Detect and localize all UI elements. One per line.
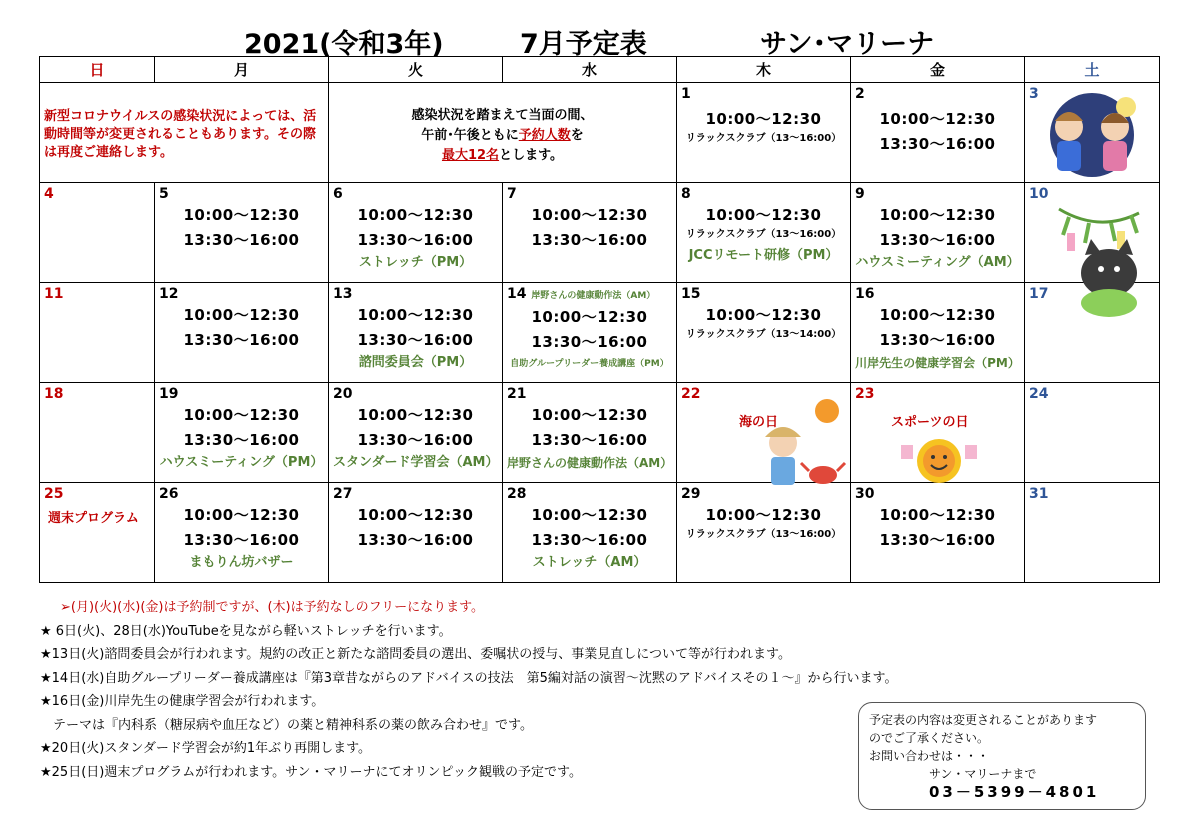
capacity-notice: 感染状況を踏まえて当面の間、 午前･午後ともに予約人数を 最大12名とします。 (411, 108, 594, 163)
weekday-thu: 木 (677, 57, 851, 83)
calendar-table (39, 56, 1160, 583)
footnote-item: ★16日(金)川岸先生の健康学習会が行われます。 (40, 694, 325, 709)
weekday-sun: 日 (40, 57, 155, 83)
weekday-sat: 土 (1025, 57, 1160, 83)
day-cell-6: 6 10:00～12:30 13:30～16:00 ストレッチ（PM） (329, 183, 503, 283)
covid-notice-cell (40, 83, 329, 183)
day-cell-1: 1 10:00～12:30 リラックスクラブ（13～16:00） (677, 83, 851, 183)
week-row-2 (40, 183, 1160, 283)
capacity-notice-cell (329, 83, 677, 183)
weekday-fri: 金 (851, 57, 1025, 83)
day-cell-9: 9 10:00～12:30 13:30～16:00 ハウスミーティング（AM） (851, 183, 1025, 283)
weekend-program: 週末プログラム (48, 511, 139, 526)
day-cell-8: 8 10:00～12:30 リラックスクラブ（13～16:00） JCCリモート研修（PM） (677, 183, 851, 283)
day-cell-28: 28 10:00～12:30 13:30～16:00 ストレッチ（AM） (503, 483, 677, 583)
day-cell-26: 26 10:00～12:30 13:30～16:00 まもりん坊バザー (155, 483, 329, 583)
page-title (0, 22, 1195, 60)
day-cell-7: 7 10:00～12:30 13:30～16:00 (503, 183, 677, 283)
sun-character-illustration (895, 431, 985, 487)
day-cell-18: 18 (40, 383, 155, 483)
day-cell-19: 19 10:00～12:30 13:30～16:00 ハウスミーティング（PM） (155, 383, 329, 483)
beach-boy-illustration (743, 397, 849, 489)
weekday-header-row (40, 57, 1160, 83)
week-row-4 (40, 383, 1160, 483)
week-row-5 (40, 483, 1160, 583)
footnote-item: テーマは『内科系（糖尿病や血圧など）の薬と精神科系の薬の飲み合わせ』です。 (40, 717, 533, 733)
footnotes (40, 596, 898, 784)
day-cell-2: 2 10:00～12:30 13:30～16:00 (851, 83, 1025, 183)
day-cell-21: 21 10:00～12:30 13:30～16:00 岸野さんの健康動作法（AM） (503, 383, 677, 483)
day-cell-17: 17 (1025, 283, 1160, 383)
day-cell-3: 3 (1025, 83, 1160, 183)
footnote-item: ★13日(火)諮問委員会が行われます。規約の改正と新たな諮問委員の選出、委嘱状の授与、事業見直しについて等が行われます。 (40, 647, 792, 662)
holiday-umi: 海の日 (739, 415, 779, 430)
title-year: 2021(令和3年) (244, 29, 444, 60)
day-cell-29: 29 10:00～12:30 リラックスクラブ（13～16:00） (677, 483, 851, 583)
footnote-item: ★ 6日(火)、28日(水)YouTubeを見ながら軽いストレッチを行います。 (40, 623, 452, 639)
holiday-sports: スポーツの日 (891, 415, 969, 430)
title-facility: サン･マリーナ (760, 29, 935, 60)
day-cell-24: 24 (1025, 383, 1160, 483)
title-month: 7月予定表 (520, 29, 647, 60)
day-cell-30: 30 10:00～12:30 13:30～16:00 (851, 483, 1025, 583)
tanabata-couple-illustration (1031, 85, 1153, 181)
day-number: 1 (681, 86, 691, 102)
day-cell-22: 22 海の日 (677, 383, 851, 483)
footnote-item: ★20日(火)スタンダード学習会が約1年ぶり再開します。 (40, 741, 372, 756)
day-cell-23: 23 スポーツの日 (851, 383, 1025, 483)
week-row-1 (40, 83, 1160, 183)
covid-notice: 新型コロナウイルスの感染状況によっては、活動時間等が変更されることもあります。その際は再度ご連絡します。 (44, 109, 317, 160)
phone-number: 03－5399－4801 (929, 783, 1100, 801)
day-cell-12: 12 10:00～12:30 13:30～16:00 (155, 283, 329, 383)
day-cell-15: 15 10:00～12:30 リラックスクラブ（13～14:00） (677, 283, 851, 383)
weekday-mon: 月 (155, 57, 329, 83)
footnote-item: ★25日(日)週末プログラムが行われます。サン・マリーナにてオリンピック観戦の予定です。 (40, 764, 582, 780)
footnote-item: ★14日(水)自助グループリーダー養成講座は『第3章昔ながらのアドバイスの技法 第5編対話の演習～沈黙のアドバイスその１～』から行います。 (40, 670, 898, 686)
weekday-tue: 火 (329, 57, 503, 83)
day-cell-4: 4 (40, 183, 155, 283)
day-cell-13: 13 10:00～12:30 13:30～16:00 諮問委員会（PM） (329, 283, 503, 383)
contact-info-box: 予定表の内容は変更されることがあります のでご了承ください。 お問い合わせは・・・ サン・マリーナまで 03－5399－4801 (858, 702, 1146, 810)
day-cell-25: 25 週末プログラム (40, 483, 155, 583)
day-cell-14: 14 岸野さんの健康動作法（AM） 10:00～12:30 13:30～16:00 自助グループリーダー養成講座（PM） (503, 283, 677, 383)
day-cell-10: 10 (1025, 183, 1160, 283)
day-cell-16: 16 10:00～12:30 13:30～16:00 川岸先生の健康学習会（PM） (851, 283, 1025, 383)
week-row-3 (40, 283, 1160, 383)
day-cell-31: 31 (1025, 483, 1160, 583)
day-cell-5: 5 10:00～12:30 13:30～16:00 (155, 183, 329, 283)
day-cell-11: 11 (40, 283, 155, 383)
day-cell-20: 20 10:00～12:30 13:30～16:00 スタンダード学習会（AM） (329, 383, 503, 483)
day-cell-27: 27 10:00～12:30 13:30～16:00 (329, 483, 503, 583)
weekday-wed: 水 (503, 57, 677, 83)
footnote-item: ➢(月)(火)(水)(金)は予約制ですが、(木)は予約なしのフリーになります。 (60, 600, 485, 615)
